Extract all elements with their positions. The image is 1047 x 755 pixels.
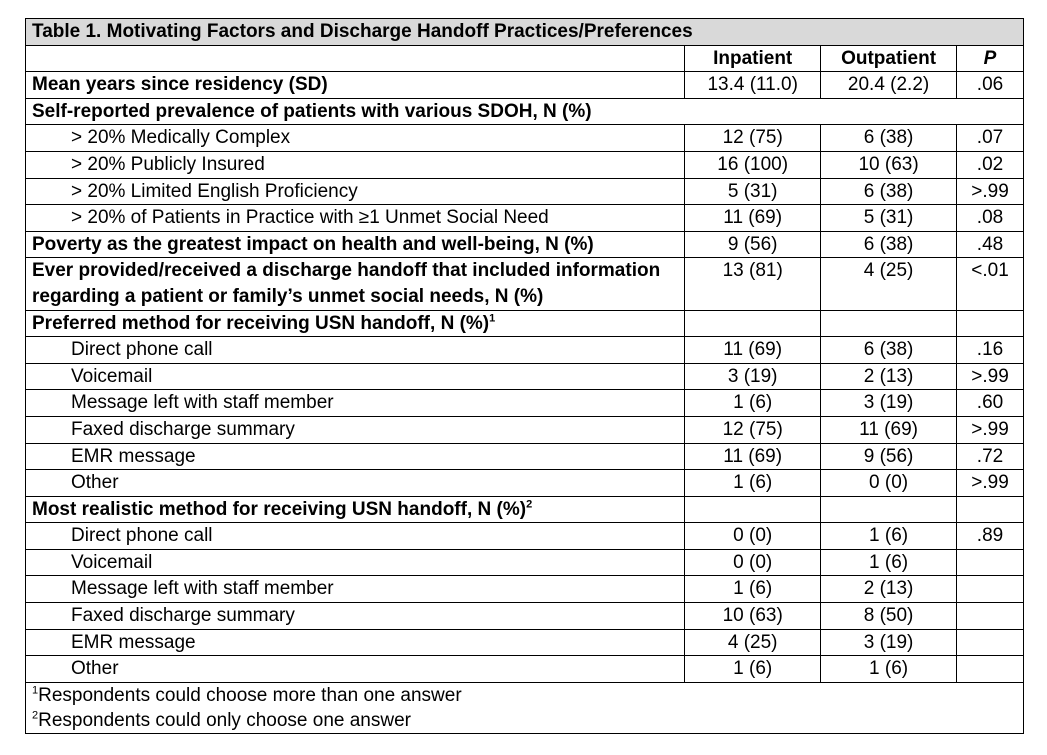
table-row xyxy=(26,125,1024,152)
cell-outpatient xyxy=(821,310,957,337)
cell-p-value: .89 xyxy=(957,523,1024,550)
row-label xyxy=(26,151,685,178)
cell-inpatient: 0 (0) xyxy=(685,523,821,550)
cell-inpatient: 4 (25) xyxy=(685,629,821,656)
table-row xyxy=(26,205,1024,232)
table-row xyxy=(26,258,1024,310)
cell-outpatient: 10 (63) xyxy=(821,151,957,178)
cell-p-value: >.99 xyxy=(957,363,1024,390)
cell-p-value: .08 xyxy=(957,205,1024,232)
row-label xyxy=(26,363,685,390)
cell-outpatient: 3 (19) xyxy=(821,390,957,417)
row-label xyxy=(26,390,685,417)
footnote-marker: 1 xyxy=(489,312,496,325)
row-label-text: > 20% Medically Complex xyxy=(71,127,291,149)
cell-p-value xyxy=(957,310,1024,337)
cell-inpatient: 11 (69) xyxy=(685,205,821,232)
row-label-text: Other xyxy=(71,472,119,494)
row-label xyxy=(26,443,685,470)
row-label xyxy=(26,416,685,443)
row-label-text: EMR message xyxy=(71,631,196,653)
footnotes xyxy=(26,682,1024,733)
footnote-2 xyxy=(32,708,1017,733)
table-row xyxy=(26,416,1024,443)
row-label xyxy=(26,231,685,258)
row-label xyxy=(26,470,685,497)
row-label xyxy=(26,629,685,656)
row-label xyxy=(26,72,685,99)
data-table xyxy=(25,18,1024,734)
table-section-row xyxy=(26,98,1024,125)
cell-outpatient: 2 (13) xyxy=(821,363,957,390)
cell-outpatient: 5 (31) xyxy=(821,205,957,232)
table-row xyxy=(26,656,1024,683)
footnotes-row xyxy=(26,682,1024,733)
cell-outpatient: 1 (6) xyxy=(821,549,957,576)
row-label-text: Most realistic method for receiving USN handoff, N (%) xyxy=(32,498,527,520)
row-label-text: Poverty as the greatest impact on health and well-being, N (%) xyxy=(32,233,594,255)
cell-p-value xyxy=(957,549,1024,576)
row-label xyxy=(26,523,685,550)
cell-p-value: .07 xyxy=(957,125,1024,152)
column-header-row xyxy=(26,45,1024,72)
cell-inpatient: 11 (69) xyxy=(685,443,821,470)
table-row xyxy=(26,337,1024,364)
table-title-row xyxy=(26,19,1024,46)
row-label-text: Other xyxy=(71,658,119,680)
cell-outpatient: 11 (69) xyxy=(821,416,957,443)
cell-p-value xyxy=(957,576,1024,603)
footnote-1 xyxy=(32,683,1017,708)
cell-p-value xyxy=(957,656,1024,683)
cell-outpatient: 1 (6) xyxy=(821,523,957,550)
column-header-inpatient: Inpatient xyxy=(685,45,821,72)
row-label xyxy=(26,205,685,232)
cell-outpatient: 6 (38) xyxy=(821,337,957,364)
cell-inpatient: 3 (19) xyxy=(685,363,821,390)
table-row xyxy=(26,151,1024,178)
row-label-text: Ever provided/received a discharge handoff that included information regarding a patient or family’s unmet social needs, N (%) xyxy=(32,260,661,307)
row-label-text: EMR message xyxy=(71,445,196,467)
row-label-text: Direct phone call xyxy=(71,525,213,547)
row-label xyxy=(26,178,685,205)
row-label xyxy=(26,125,685,152)
cell-outpatient: 2 (13) xyxy=(821,576,957,603)
row-label-text: Preferred method for receiving USN handoff, N (%) xyxy=(32,312,490,334)
row-label-text: Mean years since residency (SD) xyxy=(32,74,328,96)
cell-outpatient xyxy=(821,496,957,523)
cell-inpatient: 12 (75) xyxy=(685,416,821,443)
cell-outpatient: 6 (38) xyxy=(821,231,957,258)
cell-inpatient: 1 (6) xyxy=(685,576,821,603)
cell-outpatient: 3 (19) xyxy=(821,629,957,656)
cell-inpatient xyxy=(685,496,821,523)
row-label xyxy=(26,496,685,523)
cell-inpatient: 13 (81) xyxy=(685,258,821,310)
row-label-text: Direct phone call xyxy=(71,339,213,361)
row-label xyxy=(26,576,685,603)
table-row xyxy=(26,496,1024,523)
row-label xyxy=(26,258,685,310)
cell-inpatient: 1 (6) xyxy=(685,390,821,417)
cell-outpatient: 9 (56) xyxy=(821,443,957,470)
cell-inpatient xyxy=(685,310,821,337)
cell-p-value xyxy=(957,496,1024,523)
cell-inpatient: 11 (69) xyxy=(685,337,821,364)
cell-inpatient: 13.4 (11.0) xyxy=(685,72,821,99)
cell-p-value: .48 xyxy=(957,231,1024,258)
cell-p-value: .16 xyxy=(957,337,1024,364)
cell-inpatient: 9 (56) xyxy=(685,231,821,258)
cell-outpatient: 20.4 (2.2) xyxy=(821,72,957,99)
table-row xyxy=(26,523,1024,550)
table-title: Table 1. Motivating Factors and Discharge Handoff Practices/Preferences xyxy=(26,19,1024,46)
row-label xyxy=(26,310,685,337)
row-label-text: Message left with staff member xyxy=(71,392,334,414)
table-row xyxy=(26,629,1024,656)
cell-outpatient: 1 (6) xyxy=(821,656,957,683)
cell-outpatient: 8 (50) xyxy=(821,603,957,630)
table-row xyxy=(26,549,1024,576)
cell-inpatient: 10 (63) xyxy=(685,603,821,630)
cell-p-value: >.99 xyxy=(957,416,1024,443)
row-label-text: > 20% of Patients in Practice with ≥1 Unmet Social Need xyxy=(71,207,549,229)
row-label-text: > 20% Publicly Insured xyxy=(71,153,265,175)
cell-p-value: .02 xyxy=(957,151,1024,178)
table-row xyxy=(26,363,1024,390)
row-label-text: Voicemail xyxy=(71,551,153,573)
cell-outpatient: 4 (25) xyxy=(821,258,957,310)
footnote-1-marker: 1 xyxy=(32,684,39,697)
cell-inpatient: 12 (75) xyxy=(685,125,821,152)
cell-p-value: .06 xyxy=(957,72,1024,99)
cell-p-value: <.01 xyxy=(957,258,1024,310)
row-label xyxy=(26,603,685,630)
row-label-text: Voicemail xyxy=(71,365,153,387)
cell-p-value xyxy=(957,629,1024,656)
column-header-outpatient: Outpatient xyxy=(821,45,957,72)
table-row xyxy=(26,390,1024,417)
row-label xyxy=(26,656,685,683)
cell-p-value: .60 xyxy=(957,390,1024,417)
cell-outpatient: 0 (0) xyxy=(821,470,957,497)
table-row xyxy=(26,231,1024,258)
row-label xyxy=(26,337,685,364)
footnote-2-text: Respondents could only choose one answer xyxy=(38,709,411,731)
cell-inpatient: 0 (0) xyxy=(685,549,821,576)
column-header-p: P xyxy=(957,45,1024,72)
cell-inpatient: 16 (100) xyxy=(685,151,821,178)
row-label-text: > 20% Limited English Proficiency xyxy=(71,180,358,202)
table-row xyxy=(26,178,1024,205)
footnote-1-text: Respondents could choose more than one answer xyxy=(38,684,462,706)
cell-inpatient: 1 (6) xyxy=(685,470,821,497)
cell-p-value: .72 xyxy=(957,443,1024,470)
row-label-text: Faxed discharge summary xyxy=(71,418,295,440)
cell-outpatient: 6 (38) xyxy=(821,125,957,152)
column-header-label xyxy=(26,45,685,72)
cell-outpatient: 6 (38) xyxy=(821,178,957,205)
table-row xyxy=(26,443,1024,470)
row-label-text: Message left with staff member xyxy=(71,578,334,600)
cell-inpatient: 5 (31) xyxy=(685,178,821,205)
table-row xyxy=(26,603,1024,630)
table-row xyxy=(26,310,1024,337)
cell-p-value: >.99 xyxy=(957,178,1024,205)
row-label xyxy=(26,549,685,576)
table-row xyxy=(26,72,1024,99)
cell-p-value: >.99 xyxy=(957,470,1024,497)
row-label: Self-reported prevalence of patients with various SDOH, N (%) xyxy=(26,98,1024,125)
row-label-text: Faxed discharge summary xyxy=(71,605,295,627)
cell-inpatient: 1 (6) xyxy=(685,656,821,683)
table-row xyxy=(26,576,1024,603)
cell-p-value xyxy=(957,603,1024,630)
footnote-2-marker: 2 xyxy=(32,709,39,722)
table-container xyxy=(25,18,1024,734)
table-row xyxy=(26,470,1024,497)
footnote-marker: 2 xyxy=(526,498,533,511)
